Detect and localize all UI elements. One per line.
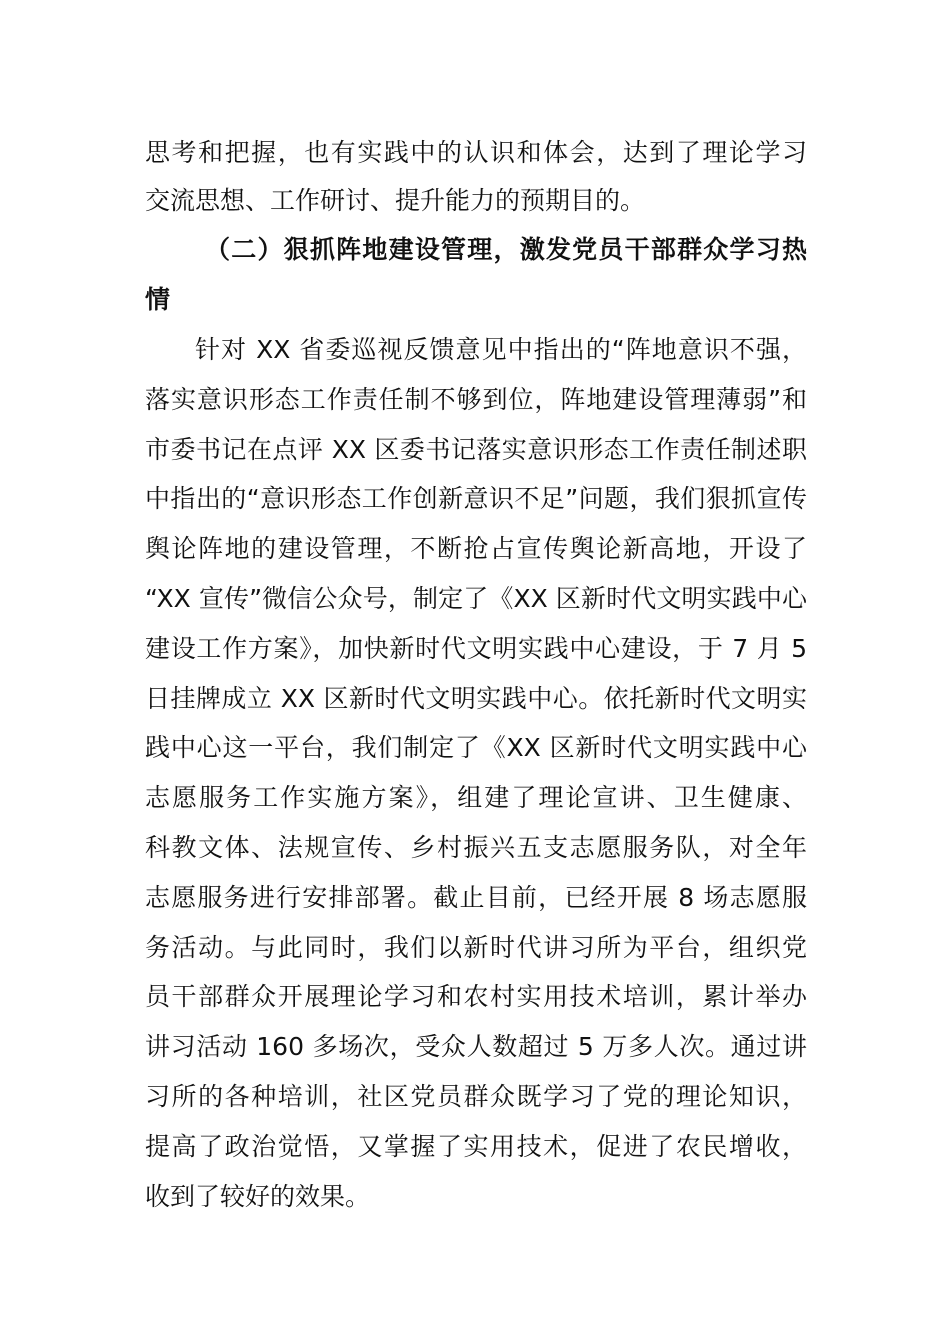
body-text-line: 科教文体、法规宣传、乡村振兴五支志愿服务队，对全年: [145, 833, 807, 862]
body-text-line: “XX 宣传”微信公众号，制定了《XX 区新时代文明实践中心: [145, 584, 807, 613]
body-text-line: 日挂牌成立 XX 区新时代文明实践中心。依托新时代文明实: [145, 684, 807, 713]
body-text-line: 交流思想、工作研讨、提升能力的预期目的。: [145, 186, 646, 215]
section-heading-line: 情: [145, 285, 171, 314]
body-text-line: 思考和把握，也有实践中的认识和体会，达到了理论学习: [145, 138, 807, 167]
body-text-line: 提高了政治觉悟，又掌握了实用技术，促进了农民增收，: [145, 1132, 807, 1161]
body-text-line: 员干部群众开展理论学习和农村实用技术培训，累计举办: [145, 982, 807, 1011]
body-text-line: 中指出的“意识形态工作创新意识不足”问题，我们狠抓宣传: [145, 484, 807, 513]
body-text-line: 收到了较好的效果。: [145, 1182, 371, 1211]
body-text-line: 志愿服务工作实施方案》，组建了理论宣讲、卫生健康、: [145, 783, 807, 812]
body-text-line: 落实意识形态工作责任制不够到位，阵地建设管理薄弱”和: [145, 385, 807, 414]
body-text-line: 针对 XX 省委巡视反馈意见中指出的“阵地意识不强，: [195, 335, 807, 364]
body-text-line: 讲习活动 160 多场次，受众人数超过 5 万多人次。通过讲: [145, 1032, 807, 1061]
body-text-line: 舆论阵地的建设管理，不断抢占宣传舆论新高地，开设了: [145, 534, 807, 563]
body-text-line: 习所的各种培训，社区党员群众既学习了党的理论知识，: [145, 1082, 807, 1111]
body-text-line: 建设工作方案》，加快新时代文明实践中心建设，于 7 月 5: [145, 634, 807, 663]
body-text-line: 志愿服务进行安排部署。截止目前，已经开展 8 场志愿服: [145, 883, 807, 912]
section-heading-line: （二）狠抓阵地建设管理，激发党员干部群众学习热: [205, 235, 807, 264]
body-text-line: 务活动。与此同时，我们以新时代讲习所为平台，组织党: [145, 933, 807, 962]
body-text-line: 市委书记在点评 XX 区委书记落实意识形态工作责任制述职: [145, 435, 807, 464]
body-text-line: 践中心这一平台，我们制定了《XX 区新时代文明实践中心: [145, 733, 807, 762]
